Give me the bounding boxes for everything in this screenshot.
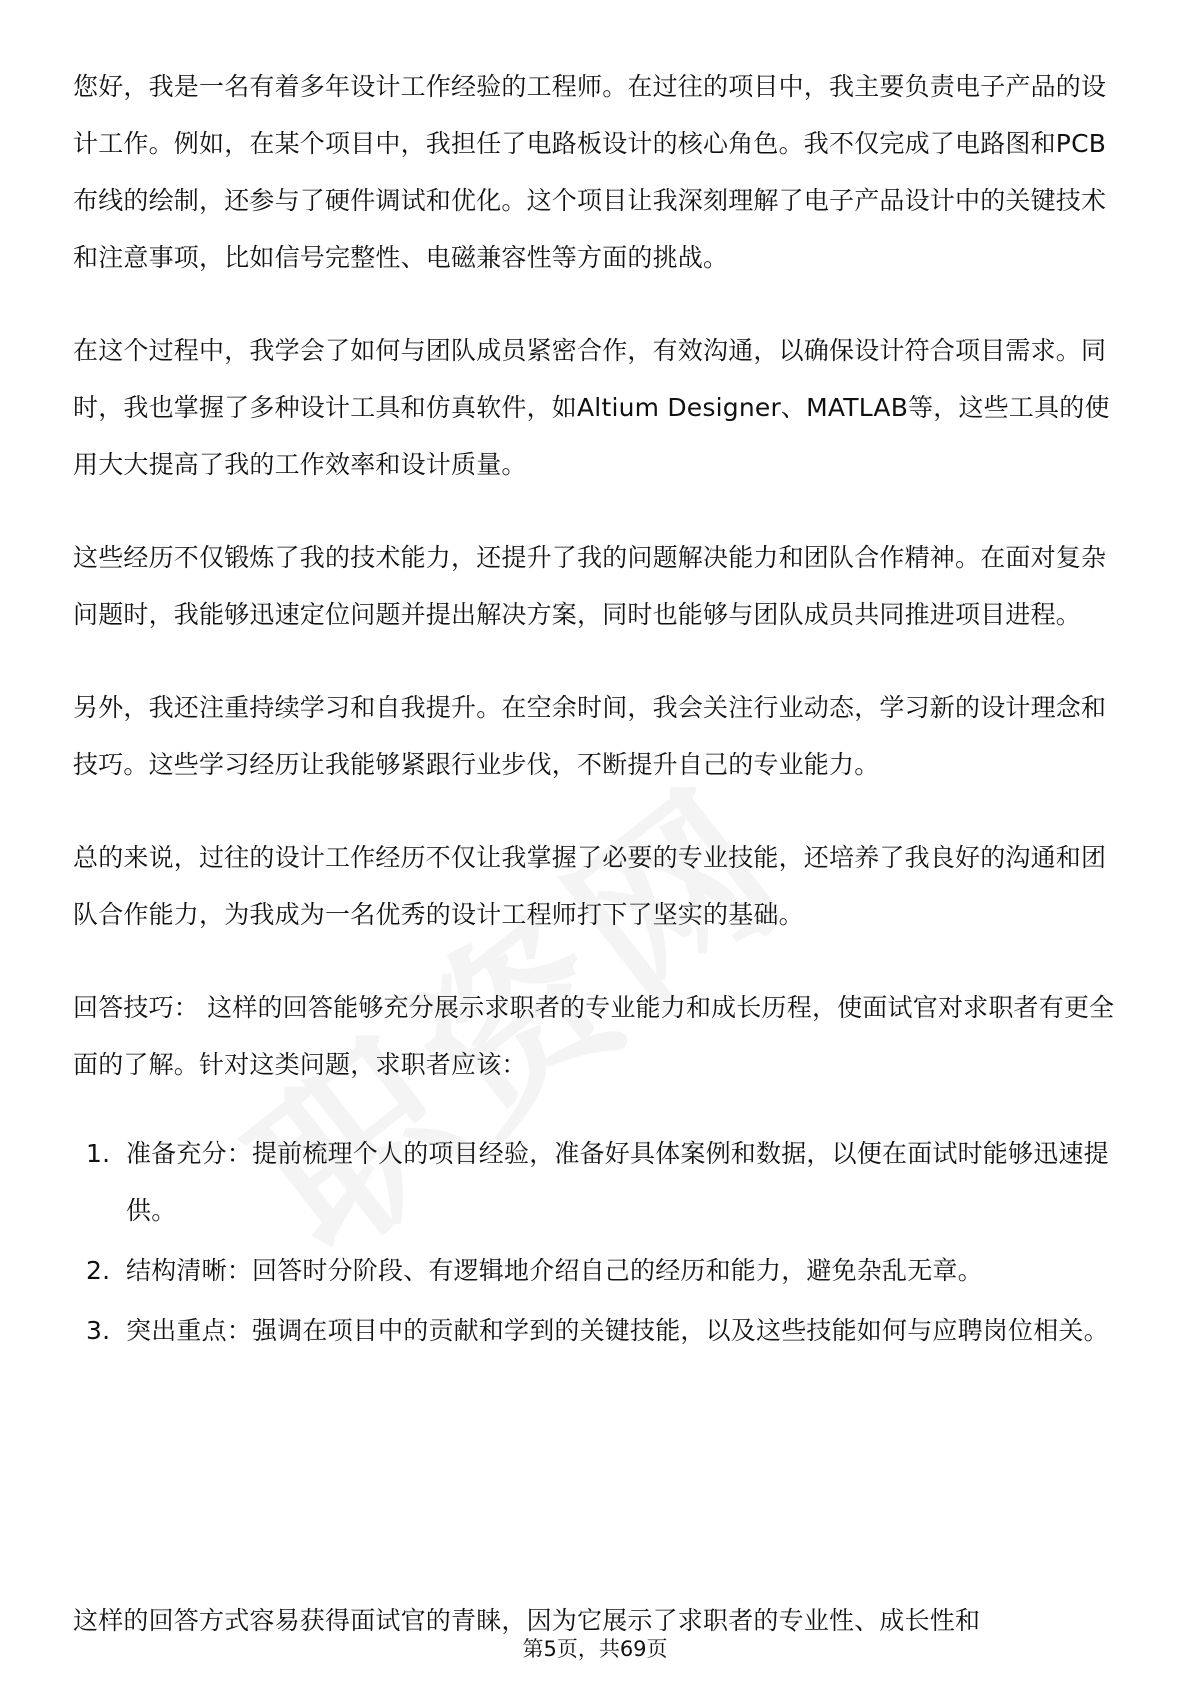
list-item	[73, 1302, 1123, 1359]
list-item	[73, 1125, 1123, 1239]
list-item-number: 2.	[86, 1256, 111, 1285]
paragraph-teamwork: 在这个过程中，我学会了如何与团队成员紧密合作，有效沟通，以确保设计符合项目需求。同时，我也掌握了多种设计工具和仿真软件，如Altium Designer、MATLAB等，这些工具的使用大大提高了我的工作效率和设计质量。	[73, 336, 1110, 479]
list-item-number: 3.	[86, 1316, 111, 1345]
list-item-text: 突出重点：强调在项目中的贡献和学到的关键技能，以及这些技能如何与应聘岗位相关。	[126, 1316, 1109, 1345]
page-number: 第5页，共69页	[522, 1637, 668, 1661]
list-item-text: 准备充分：提前梳理个人的项目经验，准备好具体案例和数据，以便在面试时能够迅速提供。	[126, 1139, 1109, 1225]
paragraph-learning: 另外，我还注重持续学习和自我提升。在空余时间，我会关注行业动态，学习新的设计理念和技巧。这些学习经历让我能够紧跟行业步伐，不断提升自己的专业能力。	[73, 693, 1107, 779]
paragraph-experience: 您好，我是一名有着多年设计工作经验的工程师。在过往的项目中，我主要负责电子产品的设计工作。例如，在某个项目中，我担任了电路板设计的核心角色。我不仅完成了电路图和PCB布线的绘制，还参与了硬件调试和优化。这个项目让我深刻理解了电子产品设计中的关键技术和注意事项，比如信号完整性、电磁兼容性等方面的挑战。	[73, 72, 1107, 272]
list-item	[73, 1242, 1123, 1299]
paragraph-answer-tips: 回答技巧： 这样的回答能够充分展示求职者的专业能力和成长历程，使面试官对求职者有更全面的了解。针对这类问题，求职者应该：	[73, 993, 1115, 1079]
tips-list	[73, 1125, 1123, 1359]
list-item-number: 1.	[86, 1139, 111, 1168]
paragraph-summary: 总的来说，过往的设计工作经历不仅让我掌握了必要的专业技能，还培养了我良好的沟通和团队合作能力，为我成为一名优秀的设计工程师打下了坚实的基础。	[73, 843, 1107, 929]
paragraph-closing-partial: 这样的回答方式容易获得面试官的青睐，因为它展示了求职者的专业性、成长性和	[73, 1606, 981, 1635]
paragraph-abilities: 这些经历不仅锻炼了我的技术能力，还提升了我的问题解决能力和团队合作精神。在面对复杂问题时，我能够迅速定位问题并提出解决方案，同时也能够与团队成员共同推进项目进程。	[73, 543, 1107, 629]
list-item-text: 结构清晰：回答时分阶段、有逻辑地介绍自己的经历和能力，避免杂乱无章。	[126, 1256, 983, 1285]
document-body	[73, 58, 1123, 1397]
